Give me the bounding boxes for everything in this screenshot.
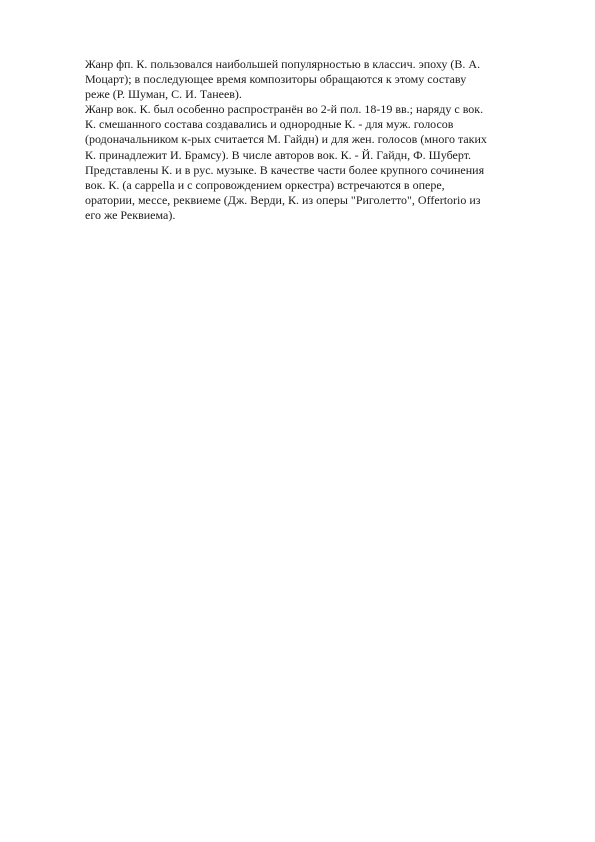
text-line: его же Реквиема). [85, 207, 176, 222]
text-line: (родоначальником к-рых считается М. Гайдн) и для жен. голосов (много таких [85, 132, 487, 147]
text-line: Жанр вок. К. был особенно распространён во 2-й пол. 18-19 вв.; наряду с вок. [85, 102, 484, 117]
text-line: К. принадлежит И. Брамсу). В числе авторов вок. К. - Й. Гайдн, Ф. Шуберт. [85, 147, 472, 162]
text-line: реже (Р. Шуман, С. И. Танеев). [85, 87, 242, 102]
text-line: вок. К. (a cappella и с сопровождением оркестра) встречаются в опере, [85, 177, 445, 192]
text-line: К. смешанного состава создавались и однородные К. - для муж. голосов [85, 117, 454, 132]
body-text [85, 57, 555, 223]
text-line: оратории, мессе, реквиеме (Дж. Верди, К. из оперы "Риголетто", Offertorio из [85, 192, 481, 207]
text-line: Жанр фп. К. пользовался наибольшей популярностью в классич. эпоху (В. А. [85, 57, 481, 71]
text-line: Моцарт); в последующее время композиторы обращаются к этому составу [85, 72, 467, 87]
text-line: Представлены К. и в рус. музыке. В качестве части более крупного сочинения [85, 162, 485, 177]
